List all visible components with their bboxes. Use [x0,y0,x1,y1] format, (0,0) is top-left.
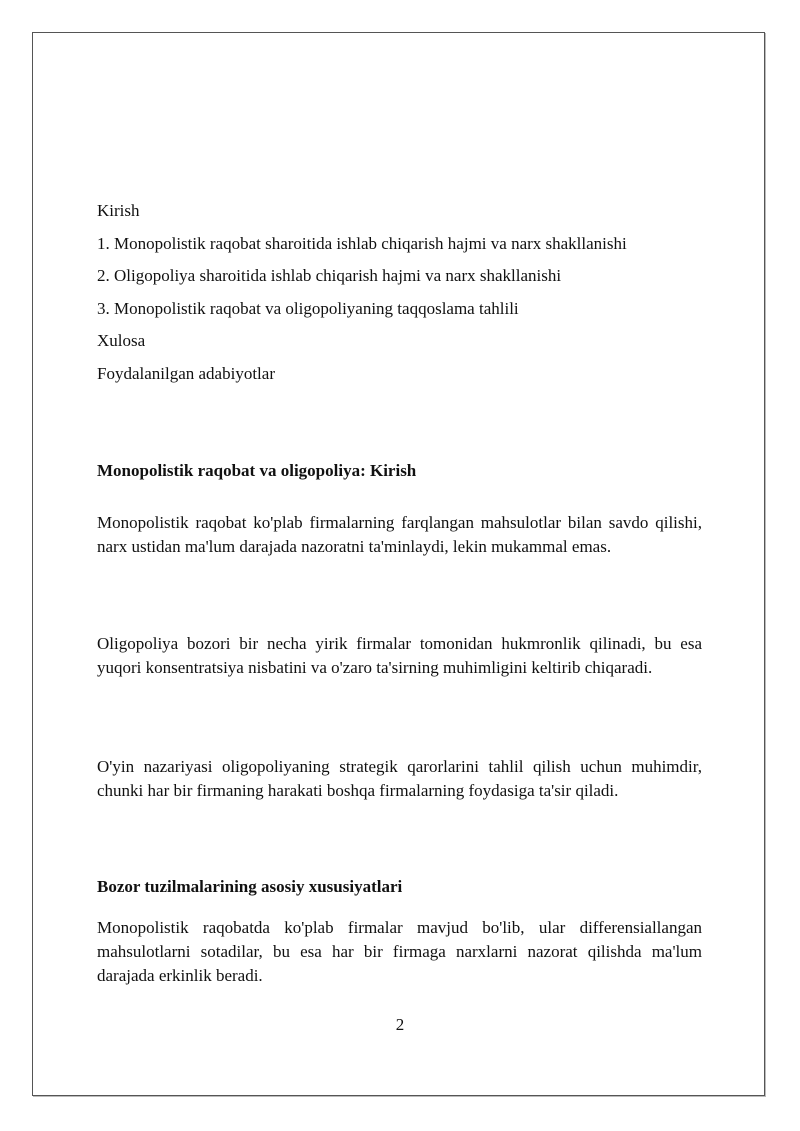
toc-item: Foydalanilgan adabiyotlar [97,363,275,383]
toc-item: 3. Monopolistik raqobat va oligopoliyaning taqqoslama tahlili [97,298,519,318]
section-heading: Monopolistik raqobat va oligopoliya: Kirish [97,461,417,480]
paragraph: O'yin nazariyasi oligopoliyaning strategik qarorlarini tahlil qilish uchun muhimdir, chunki har bir firmaning harakati boshqa firmalarning foydasiga ta'sir qiladi. [97,757,702,800]
toc-item: Xulosa [97,331,146,351]
paragraph: Monopolistik raqobatda ko'plab firmalar mavjud bo'lib, ular differensiallangan mahsulotlarni sotadilar, bu esa har bir firmaga narxlarni nazorat qilishda ma'lum darajada erkinlik beradi. [97,918,702,985]
page-number: 2 [395,1015,405,1034]
toc-item: Kirish [97,201,140,220]
toc-item: 2. Oligopoliya sharoitida ishlab chiqarish hajmi va narx shakllanishi [97,266,562,286]
toc-item: 1. Monopolistik raqobat sharoitida ishlab chiqarish hajmi va narx shakllanishi [97,233,627,253]
table-of-contents [97,200,707,396]
paragraph: Oligopoliya bozori bir necha yirik firmalar tomonidan hukmronlik qilinadi, bu esa yuqori konsentratsiya nisbatini va o'zaro ta'sirning muhimligini keltirib chiqaradi. [97,634,702,677]
paragraph: Monopolistik raqobat ko'plab firmalarning farqlangan mahsulotlar bilan savdo qilishi, narx ustidan ma'lum darajada nazoratni ta'minlaydi, lekin mukammal emas. [97,513,702,556]
section-heading: Bozor tuzilmalarining asosiy xususiyatlari [97,877,403,896]
